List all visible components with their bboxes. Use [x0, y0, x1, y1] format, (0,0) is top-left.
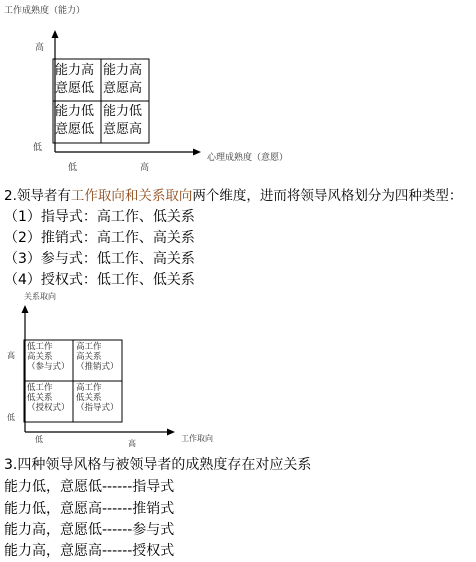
- leadership-axes: [0, 290, 476, 450]
- x-axis-arrow-icon: [167, 429, 175, 436]
- y-low-label: 低: [33, 143, 43, 153]
- x-axis-title: 心理成熟度（意愿）: [207, 153, 289, 163]
- grid-cell: 高工作 高关系 （推销式）: [76, 342, 119, 372]
- grid-cell: 能力低 意愿高: [103, 104, 143, 137]
- list-item: （3）参与式：低工作、高关系: [4, 251, 195, 267]
- x-high-label: 高: [140, 163, 150, 173]
- list-item: （1）指导式：高工作、低关系: [4, 209, 195, 225]
- y-high-label: 高: [35, 43, 45, 53]
- section2-heading: 2.领导者有工作取向和关系取向两个维度，进而将领导风格划分为四种类型：: [4, 188, 463, 204]
- list-item: 能力高，意愿低------参与式: [4, 522, 175, 538]
- y-axis-title: 工作成熟度（能力）: [4, 6, 86, 16]
- list-item: （4）授权式：低工作、低关系: [4, 272, 195, 288]
- y-axis-title: 关系取向: [24, 292, 56, 301]
- list-item: 能力低，意愿高------推销式: [4, 501, 175, 517]
- list-item: 能力高，意愿高------授权式: [4, 543, 175, 559]
- y-axis-arrow-icon: [52, 30, 59, 38]
- y-axis-arrow-icon: [22, 305, 29, 313]
- list-item: （2）推销式：高工作、高关系: [4, 230, 195, 246]
- x-low-label: 低: [35, 435, 43, 444]
- x-axis-arrow-icon: [193, 149, 201, 156]
- grid-cell: 高工作 低关系 （指导式）: [76, 383, 119, 413]
- highlight-text: 工作取向和关系取向: [70, 188, 193, 204]
- x-axis-title: 工作取向: [181, 434, 213, 443]
- list-item: 能力低，意愿低------指导式: [4, 479, 175, 495]
- grid-cell: 能力低 意愿低: [55, 104, 95, 137]
- grid-cell: 低工作 低关系 （授权式）: [27, 383, 70, 413]
- y-low-label: 低: [7, 413, 15, 422]
- x-low-label: 低: [68, 163, 78, 173]
- y-high-label: 高: [7, 351, 15, 360]
- grid-cell: 低工作 高关系 （参与式）: [27, 342, 70, 372]
- x-high-label: 高: [128, 439, 136, 448]
- grid-cell: 能力高 意愿高: [103, 63, 143, 96]
- section3-heading: 3.四种领导风格与被领导者的成熟度存在对应关系: [4, 457, 312, 473]
- grid-cell: 能力高 意愿低: [55, 63, 95, 96]
